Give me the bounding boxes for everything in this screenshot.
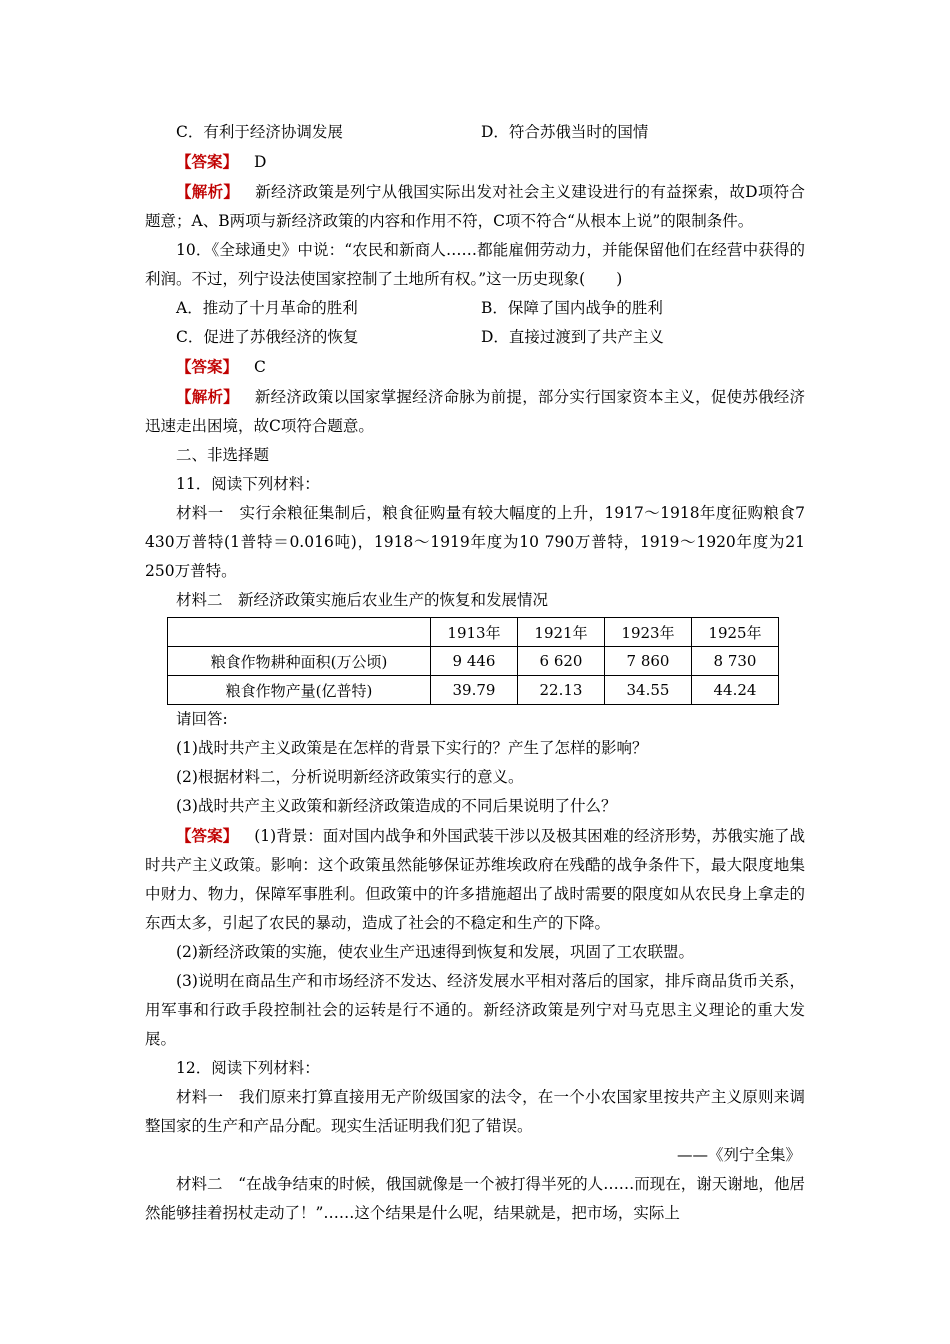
table-cell: 7 860 xyxy=(605,647,692,676)
table-header-row xyxy=(168,618,779,647)
table-cell: 34.55 xyxy=(605,676,692,705)
table-cell: 粮食作物耕种面积(万公顷) xyxy=(168,647,431,676)
table-cell: 22.13 xyxy=(518,676,605,705)
q11-stem: 11．阅读下列材料： xyxy=(176,475,320,493)
q9-options-cd xyxy=(145,118,805,147)
q10-option-d: D．直接过渡到了共产主义 xyxy=(481,328,664,346)
q11-answer1-text: (1)背景：面对国内战争和外国武装干涉以及极其困难的经济形势，苏俄实施了战时共产主义政策。影响：这个政策虽然能够保证苏维埃政府在残酷的战争条件下，最大限度地集中财力、物力，保障军事胜利。但政策中的许多措施超出了战时需要的限度如从农民身上拿走的东西太多，引起了农民的暴动，造成了社会的不稳定和生产的下降。 xyxy=(145,827,805,932)
q10-option-a: A．推动了十月革命的胜利 xyxy=(176,299,358,317)
table-cell: 8 730 xyxy=(692,647,779,676)
table-row xyxy=(168,647,779,676)
table-header-cell xyxy=(168,618,431,647)
table-header-cell: 1913年 xyxy=(431,618,518,647)
q11-answer1 xyxy=(145,821,805,938)
q9-answer xyxy=(145,147,805,177)
q11-material2-title: 材料二 新经济政策实施后农业生产的恢复和发展情况 xyxy=(176,591,549,609)
table-row xyxy=(168,676,779,705)
q11-question2: (2)根据材料二，分析说明新经济政策实行的意义。 xyxy=(176,768,524,786)
table-cell: 9 446 xyxy=(431,647,518,676)
section-heading: 二、非选择题 xyxy=(176,446,270,464)
q12-material1: 材料一 我们原来打算直接用无产阶级国家的法令，在一个小农国家里按共产主义原则来调整国家的生产和产品分配。现实生活证明我们犯了错误。 xyxy=(145,1088,805,1135)
table-header-cell: 1921年 xyxy=(518,618,605,647)
table-header-cell: 1925年 xyxy=(692,618,779,647)
q9-option-d: D．符合苏俄当时的国情 xyxy=(481,123,649,141)
q11-answer3: (3)说明在商品生产和市场经济不发达、经济发展水平相对落后的国家，排斥商品货币关系，用军事和行政手段控制社会的运转是行不通的。新经济政策是列宁对马克思主义理论的重大发展。 xyxy=(145,972,805,1048)
table-cell: 44.24 xyxy=(692,676,779,705)
q11-question1: (1)战时共产主义政策是在怎样的背景下实行的？产生了怎样的影响？ xyxy=(176,739,648,757)
q11-prompt: 请回答: xyxy=(176,710,228,728)
q12-stem: 12．阅读下列材料： xyxy=(176,1059,320,1077)
q10-option-b: B．保障了国内战争的胜利 xyxy=(481,299,663,317)
analysis-tag: 【解析】 xyxy=(176,387,239,406)
table-cell: 39.79 xyxy=(431,676,518,705)
q11-material1: 材料一 实行余粮征集制后，粮食征购量有较大幅度的上升，1917～1918年度征购粮食7 430万普特(1普特＝0.016吨)，1918～1919年度为10 790万普特，1919～1920年度为21 250万普特。 xyxy=(145,504,805,580)
q10-answer xyxy=(145,352,805,382)
q10-option-c: C．促进了苏俄经济的恢复 xyxy=(176,328,359,346)
q10-options-cd xyxy=(145,323,805,352)
q11-answer2: (2)新经济政策的实施，使农业生产迅速得到恢复和发展，巩固了工农联盟。 xyxy=(176,943,694,961)
table-cell: 6 620 xyxy=(518,647,605,676)
q12-material1-source: ——《列宁全集》 xyxy=(676,1146,801,1164)
q10-stem: 10．《全球通史》中说：“农民和新商人……都能雇佣劳动力，并能保留他们在经营中获得的利润。不过，列宁设法使国家控制了土地所有权。”这一历史现象( ) xyxy=(145,241,805,288)
answer-tag: 【答案】 xyxy=(176,357,239,376)
document-page xyxy=(145,118,805,1228)
q10-analysis xyxy=(145,382,805,441)
q9-analysis-text: 新经济政策是列宁从俄国实际出发对社会主义建设进行的有益探索，故D项符合题意；A、B两项与新经济政策的内容和作用不符，C项不符合“从根本上说”的限制条件。 xyxy=(145,183,805,230)
q9-answer-value: D xyxy=(254,153,267,171)
table-header-cell: 1923年 xyxy=(605,618,692,647)
q10-analysis-text: 新经济政策以国家掌握经济命脉为前提，部分实行国家资本主义，促使苏俄经济迅速走出困境，故C项符合题意。 xyxy=(145,388,805,435)
table-cell: 粮食作物产量(亿普特) xyxy=(168,676,431,705)
q10-options-ab xyxy=(145,294,805,323)
agriculture-table xyxy=(167,617,779,705)
q11-question3: (3)战时共产主义政策和新经济政策造成的不同后果说明了什么？ xyxy=(176,797,617,815)
q9-option-c: C．有利于经济协调发展 xyxy=(176,123,343,141)
answer-tag: 【答案】 xyxy=(176,826,239,845)
q12-material2: 材料二 “在战争结束的时候，俄国就像是一个被打得半死的人……而现在，谢天谢地，他居然能够挂着拐杖走动了！”……这个结果是什么呢，结果就是，把市场，实际上 xyxy=(145,1175,805,1222)
q9-analysis xyxy=(145,177,805,236)
analysis-tag: 【解析】 xyxy=(176,182,240,201)
answer-tag: 【答案】 xyxy=(176,152,239,171)
q10-answer-value: C xyxy=(254,358,266,376)
